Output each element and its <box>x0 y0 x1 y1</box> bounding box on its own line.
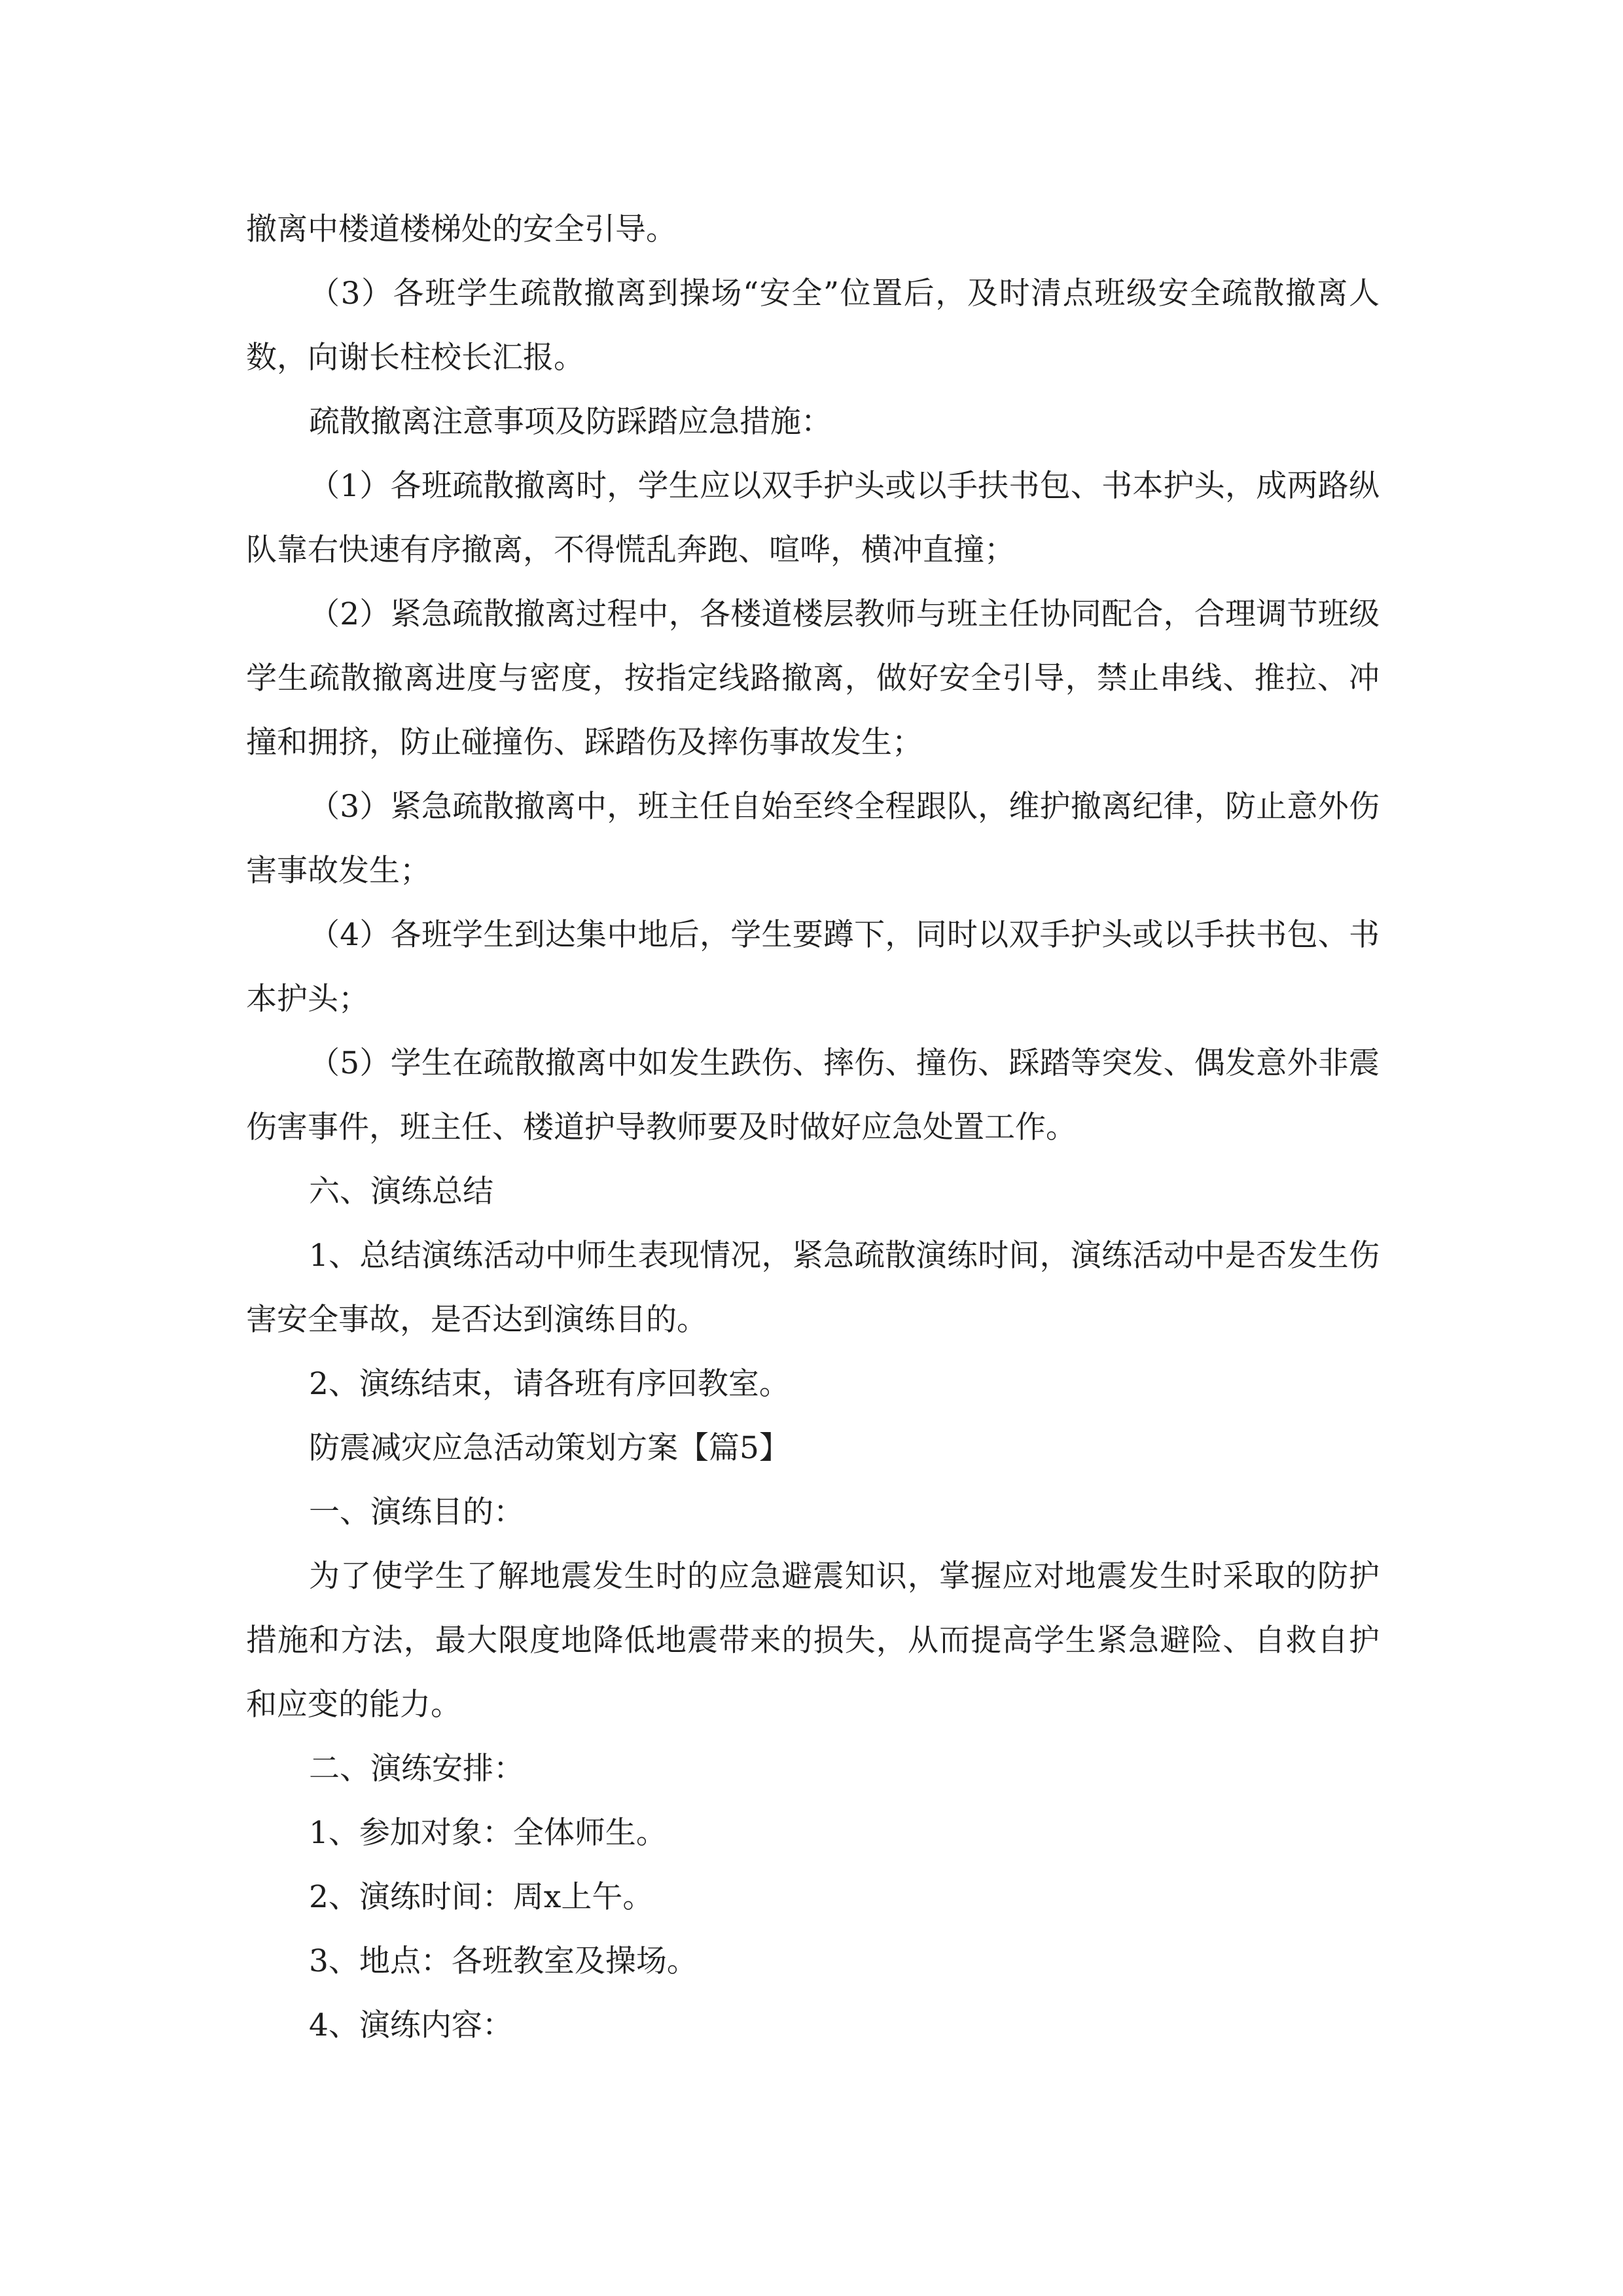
list-item: 1、参加对象：全体师生。 <box>309 1815 667 1851</box>
document-title: 防震减灾应急活动策划方案【篇5】 <box>309 1430 790 1466</box>
paragraph: （3）紧急疏散撤离中，班主任自始至终全程跟队，维护撤离纪律，防止意外伤害事故发生； <box>246 789 1380 889</box>
section-heading: 疏散撤离注意事项及防踩踏应急措施： <box>309 404 832 440</box>
section-heading: 二、演练安排： <box>309 1751 524 1787</box>
list-item: 2、演练时间：周x上午。 <box>309 1879 654 1915</box>
paragraph: （5）学生在疏散撤离中如发生跌伤、摔伤、撞伤、踩踏等突发、偶发意外非震伤害事件，班主任、楼道护导教师要及时做好应急处置工作。 <box>246 1045 1380 1145</box>
section-heading: 六、演练总结 <box>309 1174 493 1210</box>
document-body <box>246 198 1380 2058</box>
paragraph: 撤离中楼道楼梯处的安全引导。 <box>246 211 677 247</box>
paragraph: 2、演练结束，请各班有序回教室。 <box>309 1366 790 1402</box>
paragraph: 为了使学生了解地震发生时的应急避震知识，掌握应对地震发生时采取的防护措施和方法，最大限度地降低地震带来的损失，从而提高学生紧急避险、自救自护和应变的能力。 <box>246 1558 1380 1723</box>
list-item: 4、演练内容： <box>309 2007 513 2043</box>
list-item: 3、地点：各班教室及操场。 <box>309 1943 698 1979</box>
paragraph: 1、总结演练活动中师生表现情况，紧急疏散演练时间，演练活动中是否发生伤害安全事故，是否达到演练目的。 <box>246 1238 1380 1338</box>
paragraph: （2）紧急疏散撤离过程中，各楼道楼层教师与班主任协同配合，合理调节班级学生疏散撤离进度与密度，按指定线路撤离，做好安全引导，禁止串线、推拉、冲撞和拥挤，防止碰撞伤、踩踏伤及摔伤事故发生； <box>246 596 1380 761</box>
paragraph: （4）各班学生到达集中地后，学生要蹲下，同时以双手护头或以手扶书包、书本护头； <box>246 917 1380 1017</box>
section-heading: 一、演练目的： <box>309 1494 524 1530</box>
paragraph: （1）各班疏散撤离时，学生应以双手护头或以手扶书包、书本护头，成两路纵队靠右快速有序撤离，不得慌乱奔跑、喧哗，横冲直撞； <box>246 468 1380 568</box>
paragraph: （3）各班学生疏散撤离到操场“安全”位置后，及时清点班级安全疏散撤离人数，向谢长柱校长汇报。 <box>246 276 1380 376</box>
